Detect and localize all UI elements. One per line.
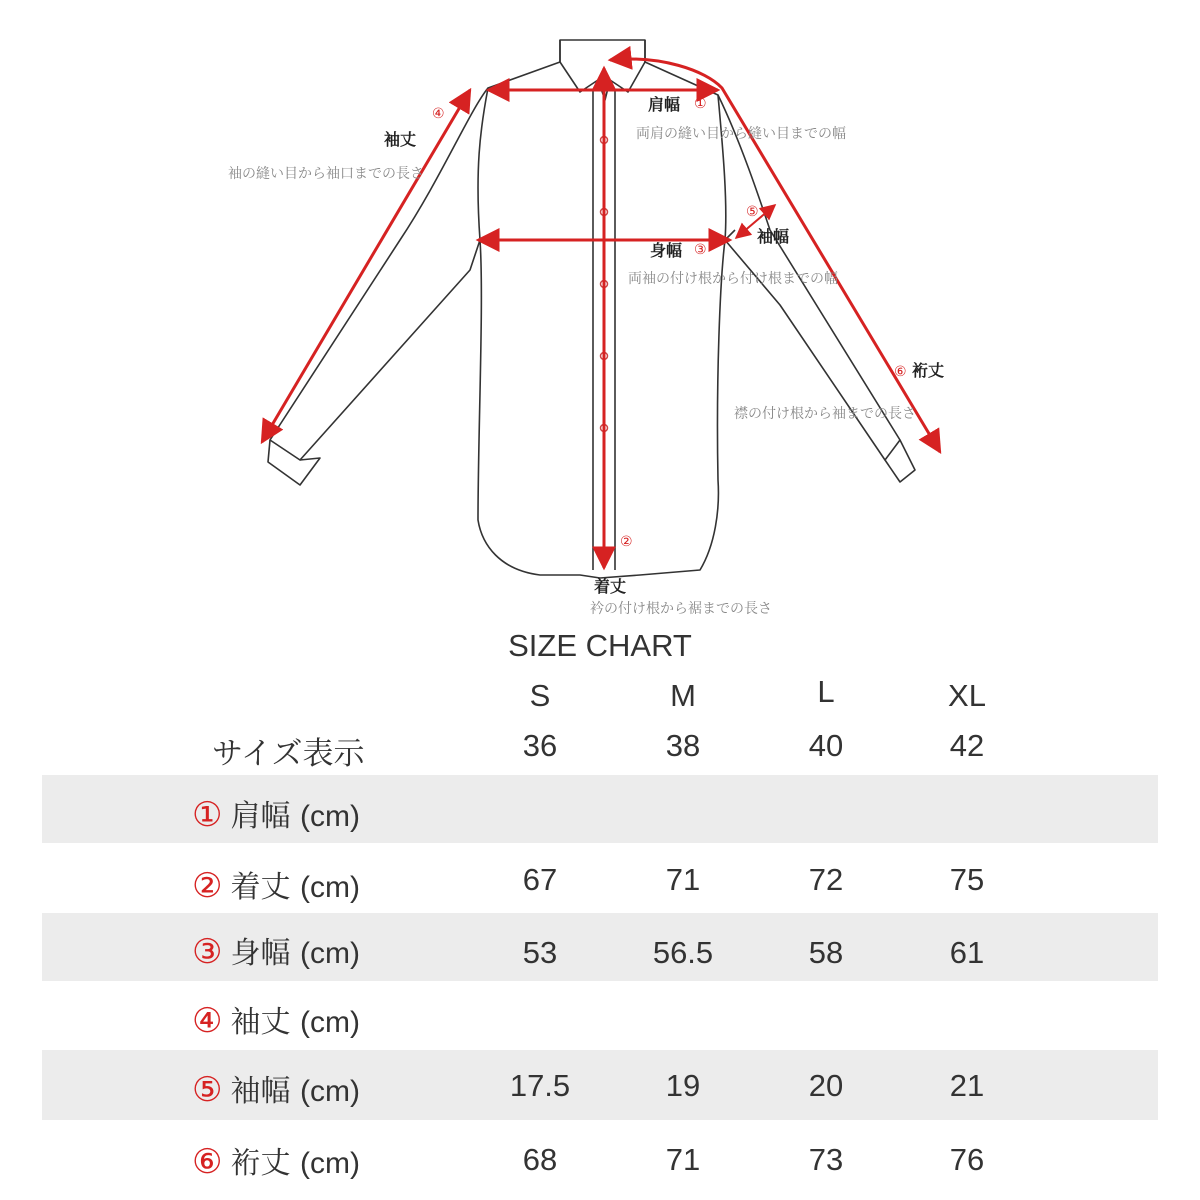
yuki-desc: 襟の付け根から袖までの長さ [734, 406, 916, 422]
table-cell: 75 [949, 862, 985, 897]
size-display-label: サイズ表示 [212, 736, 365, 772]
table-cell: 71 [665, 1142, 701, 1177]
table-cell: 20 [808, 1068, 844, 1103]
table-cell: 72 [808, 862, 844, 897]
table-cell: 56.5 [652, 935, 714, 970]
length-num: ② [620, 534, 633, 550]
row-num: ⑤ [192, 1070, 223, 1110]
row-unit: (cm) [300, 800, 361, 833]
row-name: 裄丈 [230, 1146, 291, 1181]
size-chart-title: SIZE CHART [508, 628, 692, 663]
body-num: ③ [694, 242, 707, 258]
table-cell: 58 [808, 935, 844, 970]
table-cell: 71 [665, 862, 701, 897]
table-cell: 68 [522, 1142, 558, 1177]
row-unit: (cm) [300, 1006, 361, 1039]
table-cell: 76 [949, 1142, 985, 1177]
table-cell: 19 [665, 1068, 701, 1103]
size-display-value: 40 [808, 728, 844, 763]
length-desc: 衿の付け根から裾までの長さ [590, 601, 772, 617]
sleeve-length-desc: 袖の縫い目から袖口までの長さ [228, 166, 424, 182]
body-name: 身幅 [650, 241, 683, 260]
row-label-length [192, 862, 360, 906]
size-display-value: 42 [949, 728, 985, 763]
row-name: 袖幅 [230, 1074, 291, 1109]
row-name: 身幅 [230, 936, 291, 971]
row-unit: (cm) [300, 937, 361, 970]
length-name: 着丈 [594, 577, 627, 596]
row-name: 袖丈 [230, 1005, 291, 1040]
yuki-name: 裄丈 [912, 361, 945, 380]
sleeve-width-name: 袖幅 [757, 227, 790, 246]
size-header: XL [948, 678, 986, 713]
sleeve-length-arrow [262, 90, 470, 442]
table-cell: 73 [808, 1142, 844, 1177]
size-display-value: 36 [522, 728, 558, 763]
size-display-value: 38 [665, 728, 701, 763]
yuki-num: ⑥ [894, 364, 907, 380]
row-unit: (cm) [300, 1147, 361, 1180]
body-desc: 両袖の付け根から付け根までの幅 [628, 271, 838, 287]
size-header: M [670, 678, 696, 713]
sleeve-length-num: ④ [432, 106, 445, 122]
table-cell: 21 [949, 1068, 985, 1103]
row-label-yuki [192, 1138, 360, 1182]
row-num: ③ [192, 932, 223, 972]
row-unit: (cm) [300, 1075, 361, 1108]
shirt-outline [268, 40, 915, 578]
row-num: ④ [192, 1001, 223, 1041]
row-label-sleeve-width [192, 1066, 360, 1110]
row-num: ② [192, 866, 223, 906]
table-cell: 17.5 [509, 1068, 571, 1103]
row-unit: (cm) [300, 871, 361, 904]
row-name: 着丈 [230, 870, 291, 905]
size-header: L [817, 674, 835, 709]
shoulder-num: ① [694, 96, 707, 112]
sleeve-length-name: 袖丈 [384, 130, 417, 149]
row-label-sleeve-length [192, 997, 360, 1041]
sleeve-width-num: ⑤ [746, 204, 759, 220]
shoulder-name: 肩幅 [648, 95, 681, 114]
row-label-body [192, 928, 360, 972]
row-label-shoulder [192, 791, 360, 835]
table-cell: 53 [522, 935, 558, 970]
row-num: ① [192, 795, 223, 835]
shoulder-desc: 両肩の縫い目から縫い目までの幅 [636, 126, 846, 142]
size-header: S [529, 678, 551, 713]
table-cell: 61 [949, 935, 985, 970]
table-cell: 67 [522, 862, 558, 897]
row-num: ⑥ [192, 1142, 223, 1182]
row-name: 肩幅 [230, 799, 291, 834]
